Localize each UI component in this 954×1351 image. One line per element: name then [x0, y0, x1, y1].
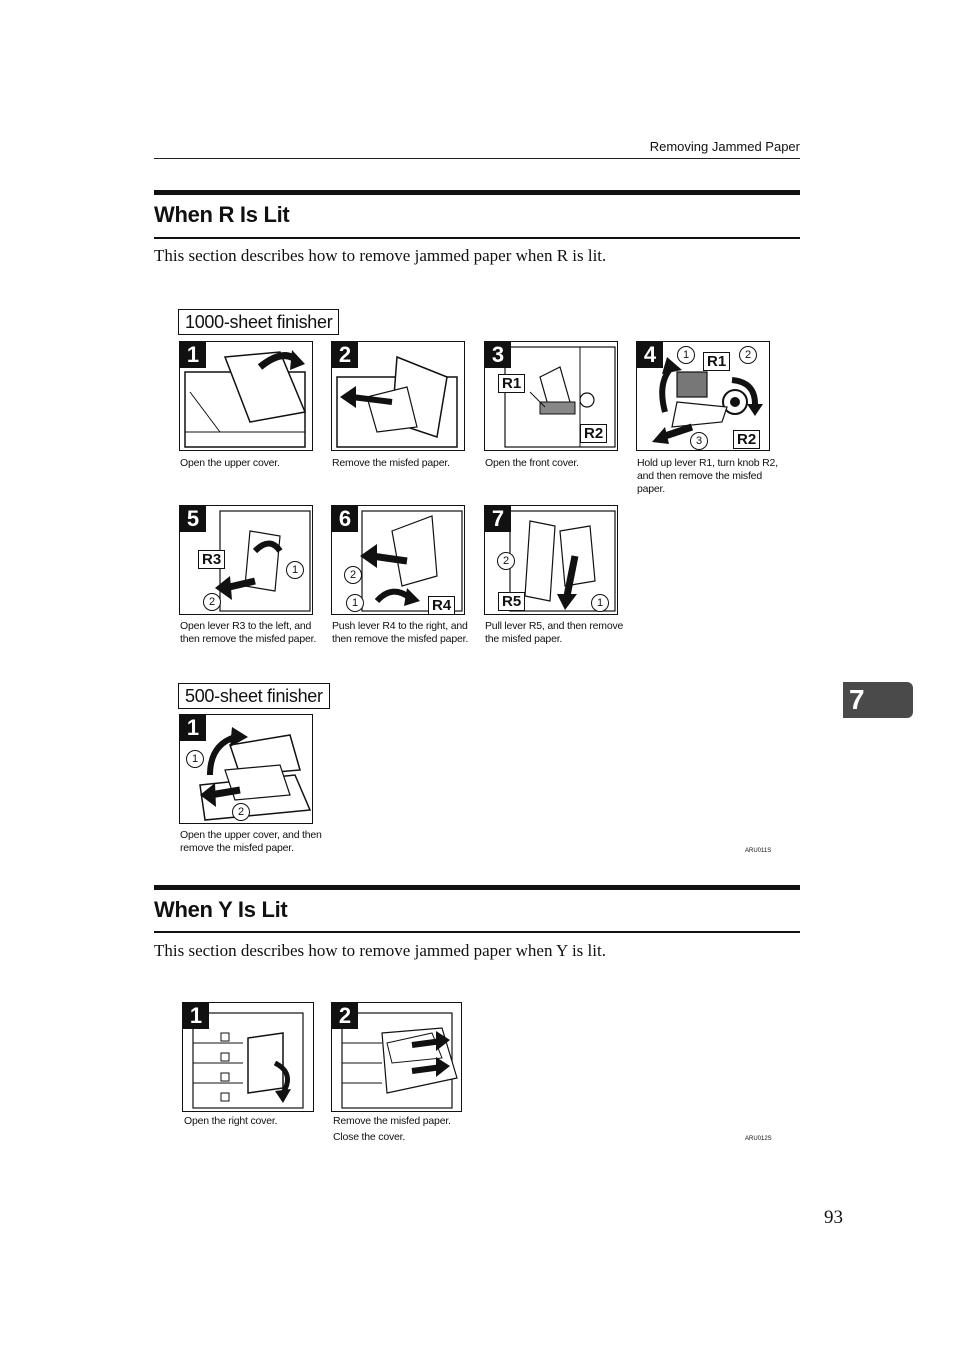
step-number: 2: [332, 342, 358, 368]
running-head: Removing Jammed Paper: [649, 139, 800, 154]
lever-tag: R4: [428, 596, 455, 615]
step-number: 5: [180, 506, 206, 532]
step-number: 1: [180, 342, 206, 368]
marker-1: 1: [286, 561, 304, 579]
section-description-r: This section describes how to remove jammed paper when R is lit.: [154, 246, 607, 265]
chapter-tab: 7: [843, 682, 913, 718]
step-caption: Push lever R4 to the right, and then remove the misfed paper.: [332, 620, 469, 645]
step-1000-5: [179, 505, 313, 615]
step-1000-3: [484, 341, 618, 451]
step-caption: Remove the misfed paper.: [333, 1115, 451, 1127]
step-y-2: [331, 1002, 462, 1112]
page-number: 93: [824, 1207, 843, 1228]
finisher-1000-label: 1000-sheet finisher: [178, 309, 339, 335]
step-number: 2: [332, 1003, 358, 1029]
step-caption: Open the upper cover, and then remove the misfed paper.: [180, 829, 322, 854]
step-caption: Hold up lever R1, turn knob R2, and then remove the misfed paper.: [637, 457, 778, 495]
marker-3: 3: [690, 432, 708, 450]
step-caption: Open the front cover.: [485, 457, 579, 469]
section-description-y: This section describes how to remove jammed paper when Y is lit.: [154, 941, 606, 960]
step-number: 3: [485, 342, 511, 368]
lever-tag: R1: [498, 374, 525, 393]
step-caption: Open lever R3 to the left, and then remove the misfed paper.: [180, 620, 317, 645]
section-bottom-rule: [154, 931, 800, 933]
finisher-500-label: 500-sheet finisher: [178, 683, 330, 709]
step-caption: Open the upper cover.: [180, 457, 280, 469]
marker-1: 1: [186, 750, 204, 768]
section-top-rule: [154, 190, 800, 195]
figure-code: ARU011S: [745, 848, 772, 854]
step-1000-7: [484, 505, 618, 615]
marker-2: 2: [739, 346, 757, 364]
step-500-1: [179, 714, 313, 824]
marker-1: 1: [346, 594, 364, 612]
step-number: 1: [183, 1003, 209, 1029]
step-caption-secondary: Close the cover.: [333, 1131, 406, 1143]
step-number: 4: [637, 342, 663, 368]
marker-2: 2: [232, 803, 250, 821]
step-caption: Open the right cover.: [184, 1115, 278, 1127]
figure-code: ARU012S: [745, 1136, 772, 1142]
step-1000-2: [331, 341, 465, 451]
marker-2: 2: [203, 593, 221, 611]
step-1000-4: [636, 341, 770, 451]
step-caption: Pull lever R5, and then remove the misfed paper.: [485, 620, 624, 645]
section-top-rule: [154, 885, 800, 890]
step-number: 7: [485, 506, 511, 532]
marker-2: 2: [497, 552, 515, 570]
step-y-1: [182, 1002, 314, 1112]
section-title-r: When R Is Lit: [154, 202, 290, 227]
lever-tag: R5: [498, 592, 525, 611]
step-number: 1: [180, 715, 206, 741]
marker-2: 2: [344, 566, 362, 584]
knob-tag: R2: [733, 430, 760, 449]
knob-tag: R2: [580, 424, 607, 443]
lever-tag: R1: [703, 352, 730, 371]
lever-tag: R3: [198, 550, 225, 569]
step-1000-6: [331, 505, 465, 615]
step-number: 6: [332, 506, 358, 532]
step-1000-1: [179, 341, 313, 451]
marker-1: 1: [677, 346, 695, 364]
section-title-y: When Y Is Lit: [154, 897, 288, 922]
section-bottom-rule: [154, 237, 800, 239]
header-rule: [154, 158, 800, 159]
marker-1: 1: [591, 594, 609, 612]
step-caption: Remove the misfed paper.: [332, 457, 450, 469]
